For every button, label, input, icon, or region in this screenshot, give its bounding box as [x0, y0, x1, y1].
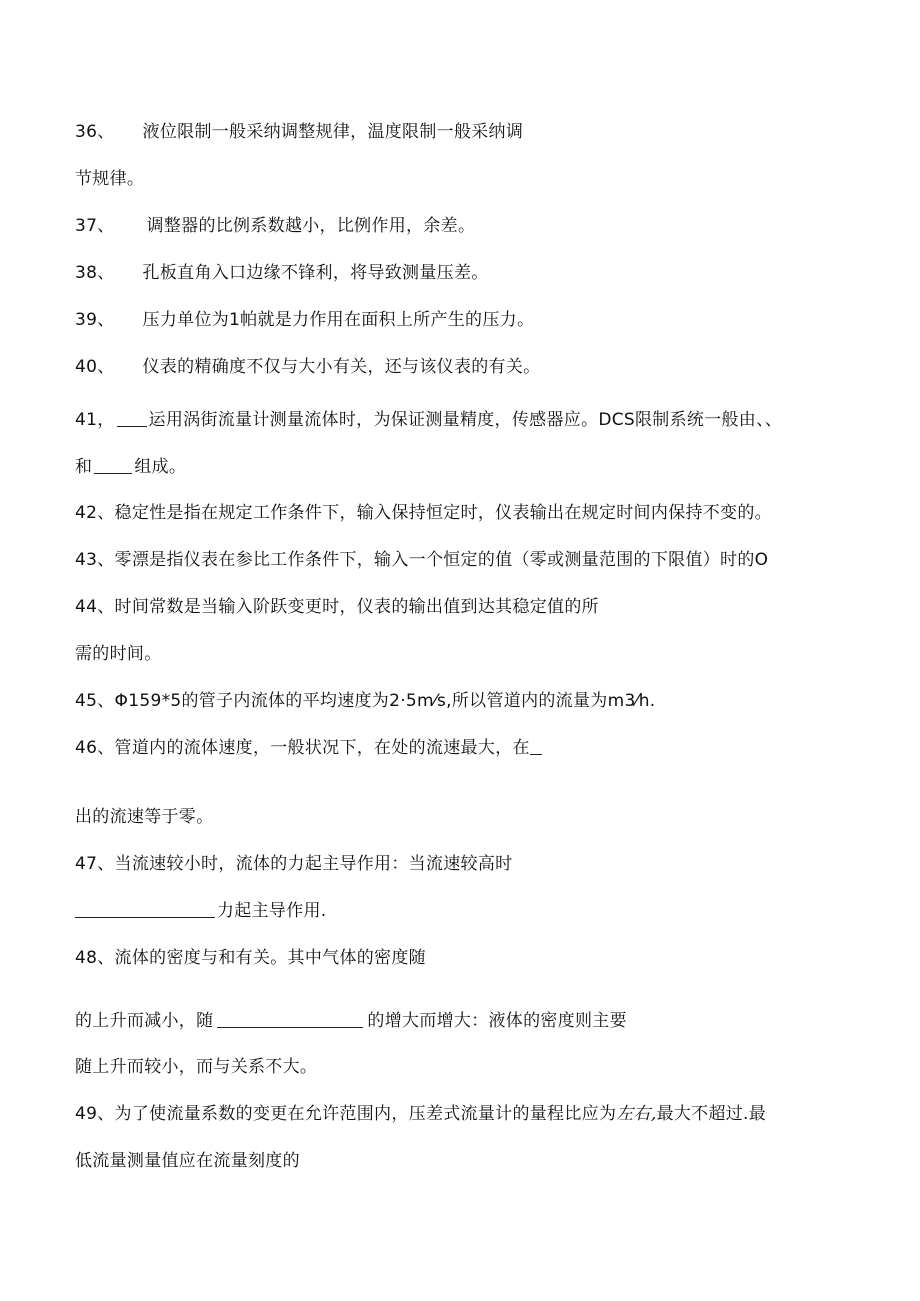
question-number: 36、 [75, 122, 115, 142]
question-text: 运用涡街流量计测量流体时，为保证测量精度，传感器应。DCS限制系统一般由、、 [148, 410, 783, 430]
question-text: 液位限制一般采纳调整规律，温度限制一般采纳调 [142, 122, 524, 142]
question-text: 调整器的比例系数越小，比例作用，余差。 [146, 216, 476, 236]
question-40 [75, 356, 540, 378]
question-text: 出的流速等于零。 [75, 807, 214, 827]
answer-blank [94, 457, 132, 474]
question-47-continuation [75, 900, 327, 922]
question-48-continuation [75, 1010, 627, 1032]
question-text-italic: 左右, [616, 1104, 657, 1124]
question-38 [75, 262, 489, 284]
question-text: 的增大而增大：液体的密度则主要 [367, 1011, 627, 1031]
question-41 [75, 409, 782, 431]
question-text: 孔板直角入口边缘不锋利，将导致测量压差。 [142, 263, 489, 283]
question-number: 38、 [75, 263, 115, 283]
question-text: 和 [75, 457, 93, 477]
answer-blank [530, 738, 542, 755]
question-46-continuation [75, 806, 213, 828]
question-49 [75, 1103, 766, 1125]
question-number: 45、 [75, 691, 115, 711]
question-36-continuation [75, 168, 144, 190]
question-number: 47、 [75, 854, 115, 874]
question-text: 需的时间。 [75, 644, 162, 664]
question-number: 40、 [75, 357, 115, 377]
question-number: 49、 [75, 1104, 115, 1124]
question-47 [75, 853, 512, 875]
question-text: 力起主导作用. [217, 901, 327, 921]
answer-blank [217, 1011, 363, 1028]
answer-blank [117, 410, 147, 427]
question-48 [75, 947, 426, 969]
question-text: 最大不超过.最 [656, 1104, 767, 1124]
question-text: 组成。 [134, 457, 187, 477]
question-number: 44、 [75, 597, 115, 617]
question-number: 37、 [75, 216, 115, 236]
question-46 [75, 737, 542, 759]
question-text: Φ159*5的管子内流体的平均速度为2·5m⁄s,所以管道内的流量为m3⁄h. [114, 691, 656, 711]
question-36 [75, 121, 523, 143]
question-number: 46、 [75, 738, 115, 758]
question-text: 低流量测量值应在流量刻度的 [75, 1151, 300, 1171]
question-39 [75, 309, 534, 331]
question-text: 当流速较小时，流体的力起主导作用：当流速较高时 [114, 854, 513, 874]
question-number: 41， [75, 410, 115, 430]
question-text: 管道内的流体速度，一般状况下，在处的流速最大，在 [114, 738, 530, 758]
question-49-continuation [75, 1150, 300, 1172]
question-45 [75, 690, 655, 712]
question-44-continuation [75, 643, 162, 665]
question-text: 流体的密度与和有关。其中气体的密度随 [114, 948, 426, 968]
question-43 [75, 549, 768, 571]
question-text: 随上升而较小，而与关系不大。 [75, 1057, 318, 1077]
question-48-continuation-2 [75, 1056, 317, 1078]
question-text: 为了使流量系数的变更在允许范围内，压差式流量计的量程比应为 [114, 1104, 617, 1124]
question-text: 压力单位为1帕就是力作用在面积上所产生的压力。 [142, 310, 535, 330]
question-text: 时间常数是当输入阶跃变更时，仪表的输出值到达其稳定值的所 [114, 597, 599, 617]
question-text: 节规律。 [75, 169, 145, 189]
question-41-continuation [75, 456, 186, 478]
question-number: 39、 [75, 310, 115, 330]
question-number: 48、 [75, 948, 115, 968]
question-42 [75, 502, 772, 524]
question-text: 零漂是指仪表在参比工作条件下，输入一个恒定的值（零或测量范围的下限值）时的O [114, 550, 769, 570]
question-37 [75, 215, 475, 237]
question-text: 的上升而减小，随 [75, 1011, 214, 1031]
question-44 [75, 596, 599, 618]
question-number: 43、 [75, 550, 115, 570]
question-text: 仪表的精确度不仅与大小有关，还与该仪表的有关。 [142, 357, 541, 377]
question-number: 42、 [75, 503, 115, 523]
answer-blank [75, 901, 215, 918]
question-text: 稳定性是指在规定工作条件下，输入保持恒定时，仪表输出在规定时间内保持不变的。 [114, 503, 772, 523]
